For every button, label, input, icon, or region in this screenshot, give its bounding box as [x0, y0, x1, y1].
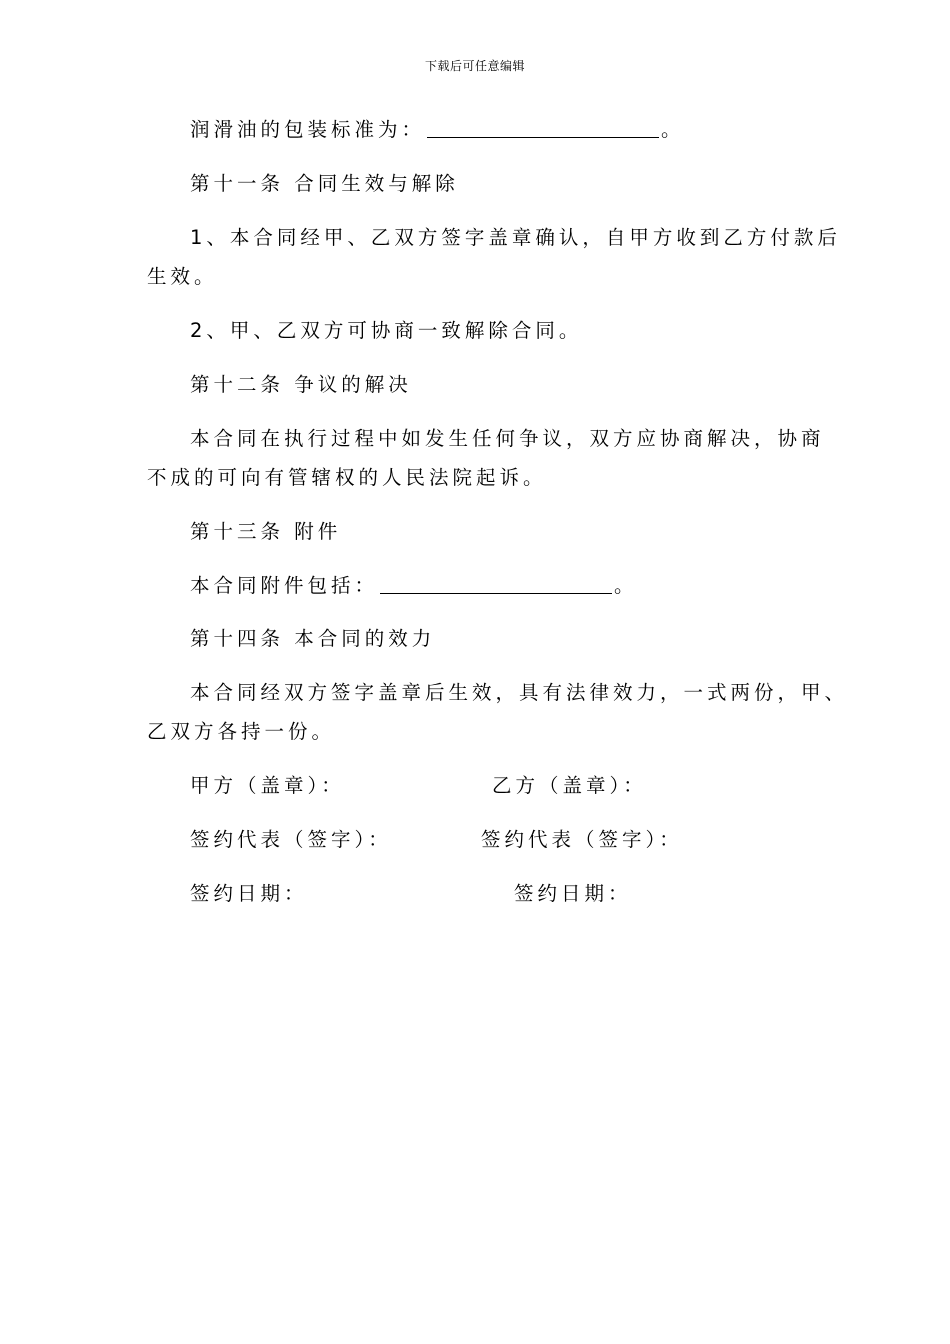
- attachments-suffix: 。: [614, 574, 638, 597]
- party-a-representative-label: 签约代表（签字）：: [190, 828, 392, 851]
- party-b-representative-label: 签约代表（签字）：: [481, 828, 683, 851]
- attachments-blank: [380, 575, 612, 594]
- packaging-suffix: 。: [661, 118, 685, 141]
- packaging-label: 润滑油的包装标准为：: [190, 118, 426, 141]
- article-11-paragraph-1-line-2: 生效。: [147, 265, 218, 288]
- article-11-paragraph-2: 2、甲、乙双方可协商一致解除合同。: [190, 319, 583, 342]
- article-14-paragraph-line-1: 本合同经双方签字盖章后生效，具有法律效力，一式两份，甲、: [190, 681, 849, 704]
- attachments-line: [190, 574, 638, 598]
- party-b-date-label: 签约日期：: [514, 882, 632, 905]
- attachments-label: 本合同附件包括：: [190, 574, 379, 597]
- article-12-paragraph-line-2: 不成的可向有管辖权的人民法院起诉。: [147, 466, 547, 489]
- party-a-seal-label: 甲方（盖章）：: [190, 774, 345, 797]
- article-11-paragraph-1-line-1: 1、本合同经甲、乙双方签字盖章确认，自甲方收到乙方付款后: [190, 226, 841, 249]
- packaging-blank: [427, 119, 659, 138]
- article-14-title: 第十四条 本合同的效力: [190, 627, 436, 650]
- party-a-date-label: 签约日期：: [190, 882, 308, 905]
- page-header: 下载后可任意编辑: [424, 59, 525, 73]
- article-12-title: 第十二条 争议的解决: [190, 373, 412, 396]
- article-11-title: 第十一条 合同生效与解除: [190, 172, 459, 195]
- article-12-paragraph-line-1: 本合同在执行过程中如发生任何争议，双方应协商解决，协商: [190, 427, 825, 450]
- article-14-paragraph-line-2: 乙双方各持一份。: [147, 720, 336, 743]
- packaging-standard-line: [190, 118, 685, 142]
- article-13-title: 第十三条 附件: [190, 520, 342, 543]
- party-b-seal-label: 乙方（盖章）：: [492, 774, 647, 797]
